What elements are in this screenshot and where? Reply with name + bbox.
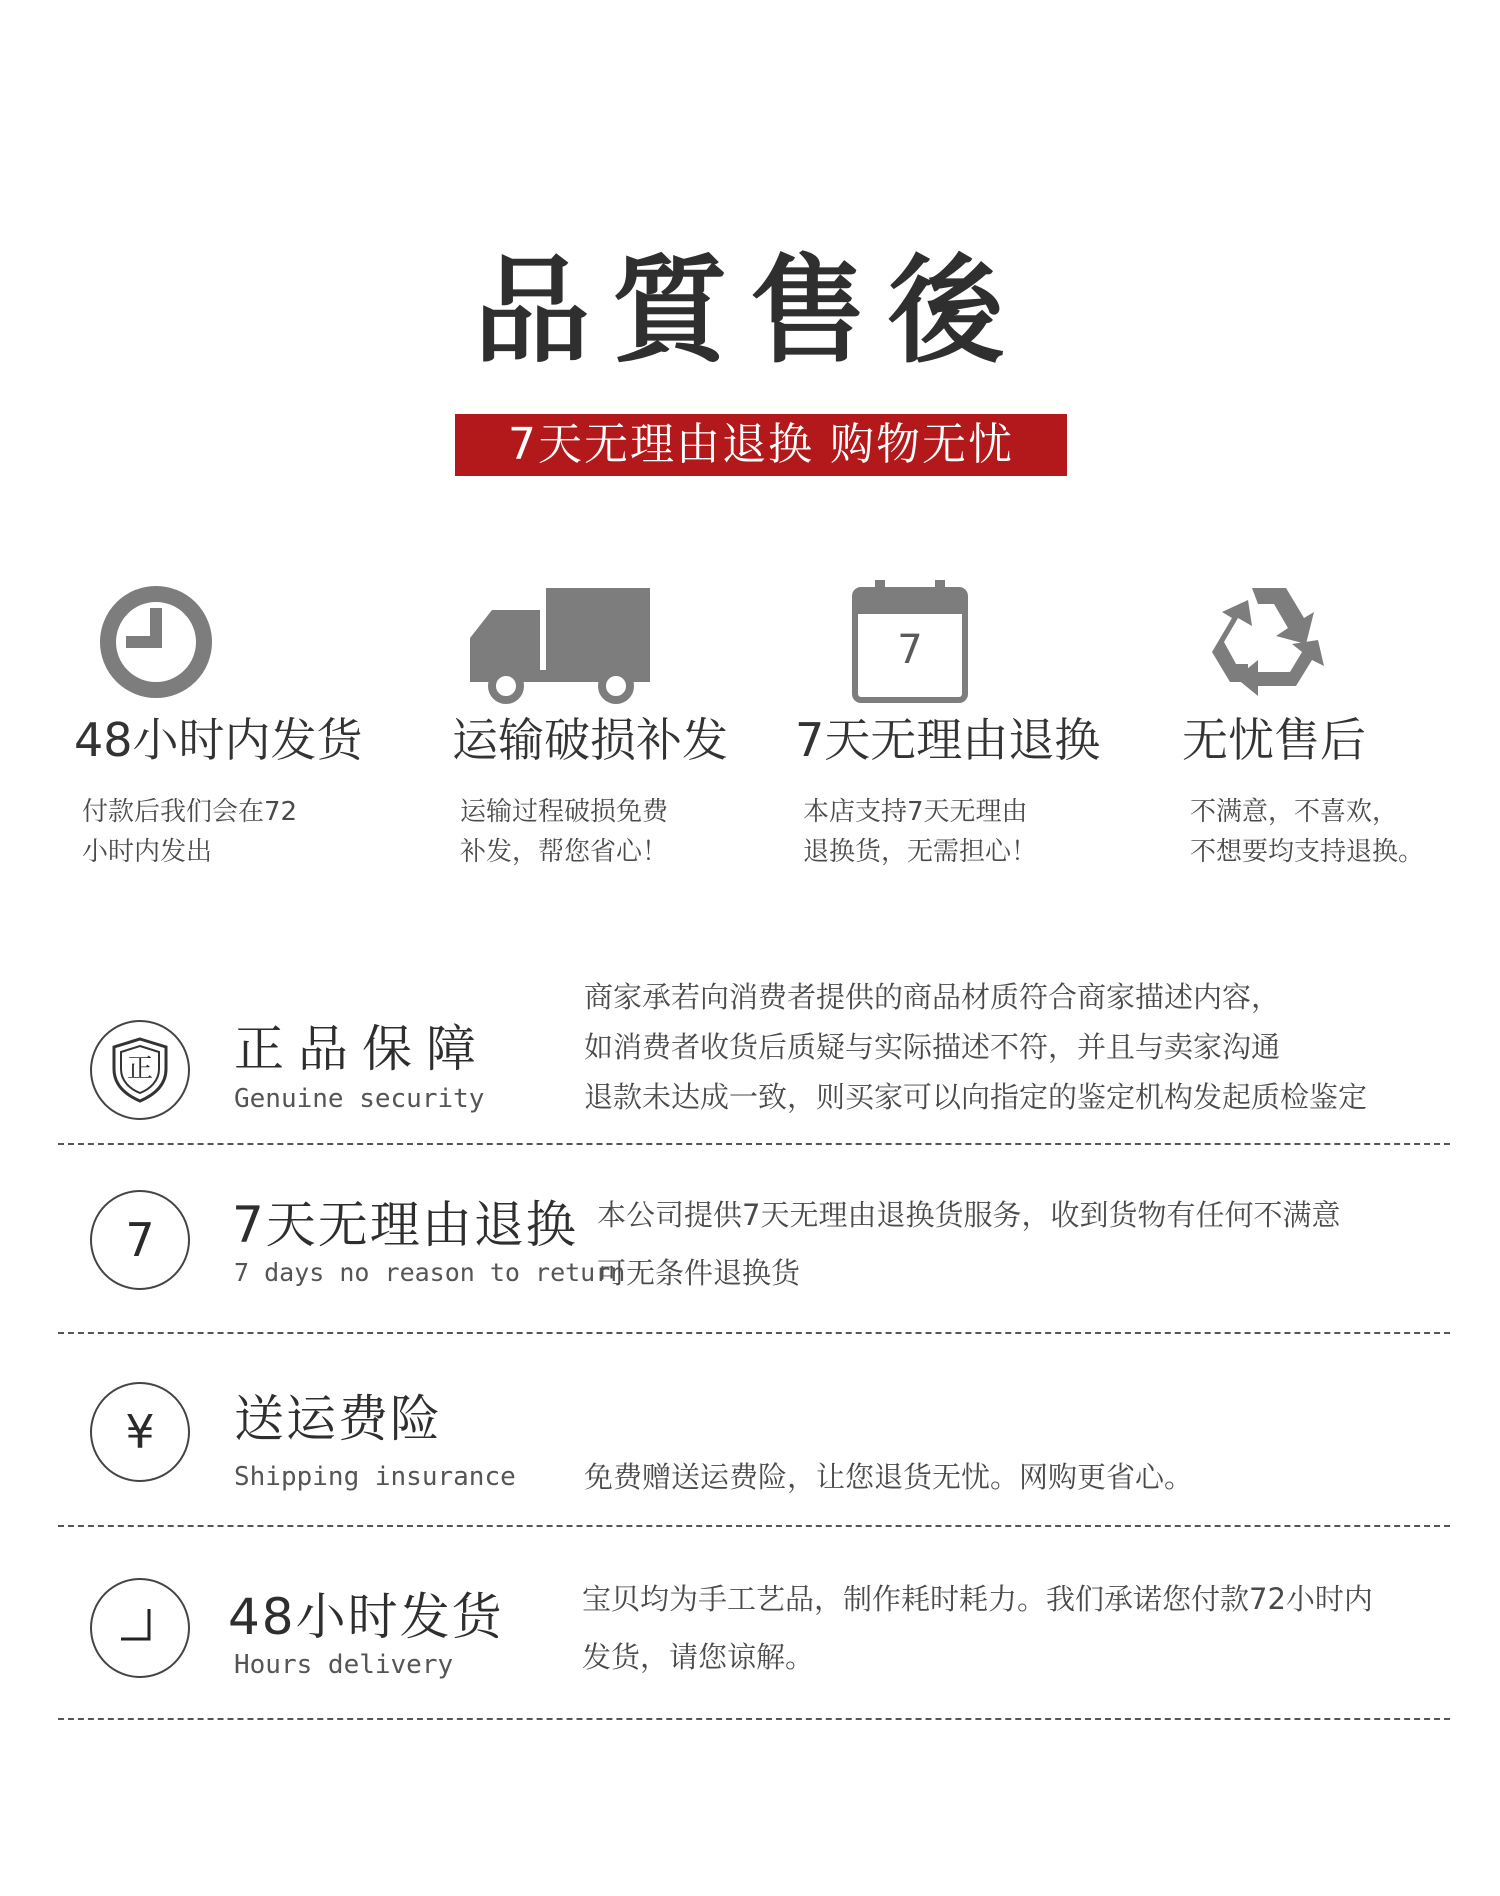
feature-desc xyxy=(1182,792,1500,872)
guarantee-subtitle: 7 days no reason to return xyxy=(234,1258,626,1287)
guarantee-row-7day-return xyxy=(0,1180,1500,1330)
calendar-icon xyxy=(795,580,1125,710)
calendar-day-text: 7 xyxy=(897,627,923,673)
seven-icon-text: 7 xyxy=(125,1213,155,1267)
truck-icon xyxy=(452,580,782,710)
feature-desc-line: 不满意，不喜欢， xyxy=(1190,797,1399,827)
guarantee-desc-line: 如消费者收货后质疑与实际描述不符，并且与卖家沟通 xyxy=(584,1030,1281,1064)
clock-icon xyxy=(74,580,404,710)
guarantee-title: 48小时发货 xyxy=(228,1588,504,1646)
feature-title: 运输破损补发 xyxy=(452,713,728,767)
feature-desc-line: 本店支持7天无理由 xyxy=(803,797,1028,827)
guarantee-desc xyxy=(582,1570,1373,1686)
feature-desc-line: 不想要均支持退换。 xyxy=(1190,837,1425,867)
feature-desc-line: 运输过程破损免费 xyxy=(460,797,669,827)
feature-title: 无忧售后 xyxy=(1182,713,1366,767)
guarantee-desc-line: 发货，请您谅解。 xyxy=(582,1640,815,1674)
yen-icon-text: ¥ xyxy=(125,1405,155,1459)
guarantee-desc-line: 本公司提供7天无理由退换货服务，收到货物有任何不满意 xyxy=(597,1198,1341,1232)
shield-icon-text: 正 xyxy=(126,1054,153,1084)
guarantee-desc xyxy=(584,972,1367,1122)
recycle-icon xyxy=(1182,580,1500,710)
feature-desc-line: 补发，帮您省心！ xyxy=(460,837,669,867)
feature-48h-shipping xyxy=(74,580,404,872)
guarantee-row-48h-delivery xyxy=(0,1570,1500,1720)
page-title: 品質售後 xyxy=(474,243,1026,379)
guarantee-desc-line: 商家承若向消费者提供的商品材质符合商家描述内容， xyxy=(584,980,1281,1014)
feature-desc-line: 小时内发出 xyxy=(82,837,213,867)
guarantee-row-genuine xyxy=(0,970,1500,1150)
feature-worry-free-aftersales xyxy=(1182,580,1500,872)
guarantee-desc-line: 退款未达成一致，则买家可以向指定的鉴定机构发起质检鉴定 xyxy=(584,1080,1368,1114)
dashed-divider xyxy=(58,1718,1450,1720)
dashed-divider xyxy=(58,1143,1450,1145)
feature-title: 7天无理由退换 xyxy=(795,713,1101,767)
feature-desc-line: 付款后我们会在72 xyxy=(82,797,298,827)
guarantee-title: 正品保障 xyxy=(234,1020,490,1078)
yen-icon xyxy=(90,1382,190,1482)
feature-desc xyxy=(74,792,404,872)
guarantee-desc-line: 免费赠送运费险，让您退货无忧。网购更省心。 xyxy=(584,1460,1194,1494)
seven-icon xyxy=(90,1190,190,1290)
guarantee-row-shipping-insurance xyxy=(0,1370,1500,1520)
guarantee-subtitle: Hours delivery xyxy=(234,1650,454,1680)
guarantee-desc xyxy=(597,1186,1340,1302)
guarantee-subtitle: Genuine security xyxy=(234,1084,485,1114)
feature-damage-reissue xyxy=(452,580,782,872)
feature-title: 48小时内发货 xyxy=(74,713,363,767)
guarantee-desc-line: 可无条件退换货 xyxy=(597,1256,801,1290)
shield-icon xyxy=(90,1020,190,1120)
feature-desc xyxy=(452,792,782,872)
guarantee-title: 7天无理由退换 xyxy=(232,1196,578,1254)
feature-desc xyxy=(795,792,1125,872)
dashed-divider xyxy=(58,1525,1450,1527)
guarantee-desc xyxy=(584,1452,1193,1502)
promo-banner: 7天无理由退换 购物无忧 xyxy=(455,414,1067,476)
guarantee-subtitle: Shipping insurance xyxy=(234,1462,516,1492)
feature-7day-return xyxy=(795,580,1125,872)
guarantee-desc-line: 宝贝均为手工艺品，制作耗时耗力。我们承诺您付款72小时内 xyxy=(582,1582,1373,1616)
feature-desc-line: 退换货，无需担心！ xyxy=(803,837,1038,867)
guarantee-title: 送运费险 xyxy=(234,1390,442,1448)
dashed-divider xyxy=(58,1332,1450,1334)
clock-hands-icon xyxy=(90,1578,190,1678)
